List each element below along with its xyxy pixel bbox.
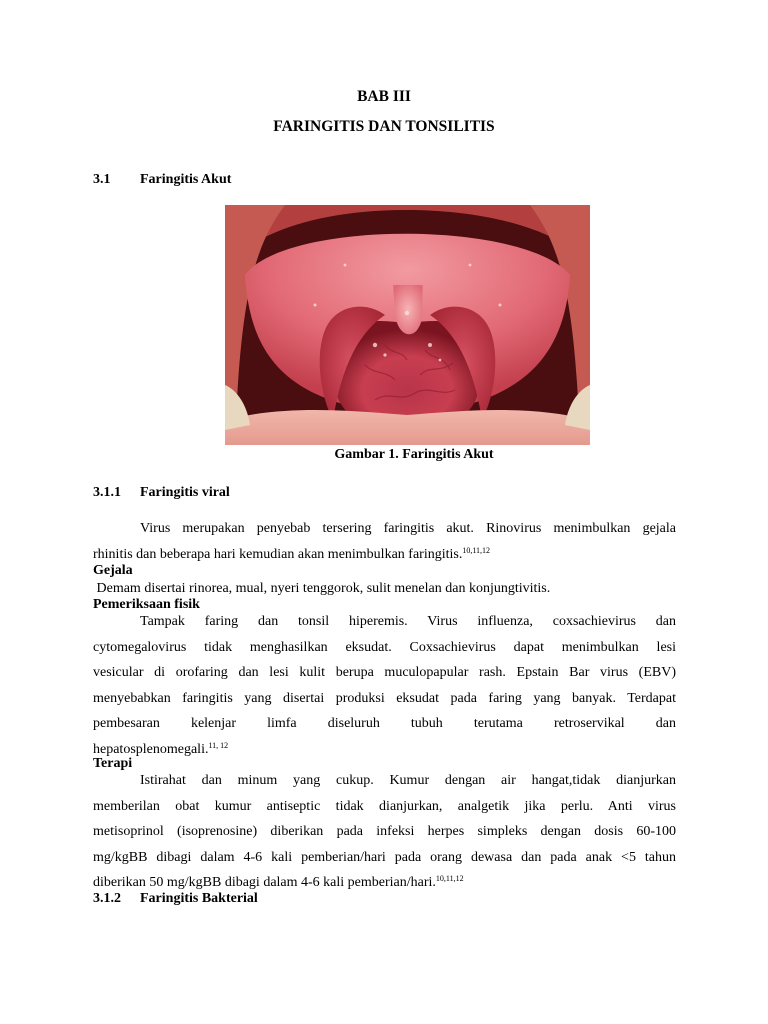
gejala-label: Gejala <box>93 563 133 578</box>
paragraph-line: Istirahat dan minum yang cukup. Kumur dengan air hangat,tidak dianjurkan <box>140 773 676 788</box>
pemeriksaan-paragraph <box>93 609 676 762</box>
section-3-1-1-heading <box>93 485 393 505</box>
paragraph-line: vesicular di orofaring dan lesi kulit berupa muculopapular rash. Epstain Bar virus (EBV) <box>93 665 676 680</box>
paragraph-line: memberilan obat kumur antiseptic tidak dianjurkan, analgetik jika perlu. Anti virus <box>93 798 676 814</box>
terapi-paragraph <box>93 768 676 896</box>
paragraph-line: cytomegalovirus tidak menghasilkan eksudat. Coxsachievirus dapat menimbulkan lesi <box>93 639 676 655</box>
subsection-number: 3.1.1 <box>93 485 121 500</box>
reference-superscript: 11, 12 <box>208 740 229 750</box>
figure-caption: Gambar 1. Faringitis Akut <box>334 447 494 462</box>
gejala-text: Demam disertai rinorea, mual, nyeri tenggorok, sulit menelan dan konjungtivitis. <box>93 581 551 596</box>
chapter-title: FARINGITIS DAN TONSILITIS <box>273 118 495 135</box>
paragraph-line: Virus merupakan penyebab tersering faringitis akut. Rinovirus menimbulkan gejala <box>140 521 676 536</box>
chapter-label: BAB III <box>357 88 411 105</box>
subsection-title: Faringitis viral <box>140 485 230 500</box>
line-text: hepatosplenomegali. <box>93 741 209 757</box>
paragraph-line <box>93 737 676 763</box>
line-text: diberikan 50 mg/kgBB dibagi dalam 4-6 kali pemberian/hari. <box>93 875 436 890</box>
section-title: Faringitis Akut <box>140 172 232 187</box>
intro-paragraph <box>93 516 676 567</box>
section-3-1-heading <box>93 172 393 192</box>
throat-photo <box>225 205 590 445</box>
line-text: rhinitis dan beberapa hari kemudian akan menimbulkan faringitis. <box>93 546 463 562</box>
subsection-title: Faringitis Bakterial <box>140 891 258 906</box>
paragraph-line: pembesaran kelenjar limfa diseluruh tubuh terutama retroservikal dan <box>93 716 676 731</box>
paragraph-line: menyebabkan faringitis yang disertai produksi eksudat pada faring yang banyak. Terdapat <box>93 690 676 706</box>
reference-superscript: 10,11,12 <box>462 545 491 555</box>
terapi-label: Terapi <box>93 756 133 771</box>
section-number: 3.1 <box>93 172 111 187</box>
subsection-number: 3.1.2 <box>93 891 121 906</box>
pemeriksaan-label: Pemeriksaan fisik <box>93 597 200 612</box>
paragraph-line: Tampak faring dan tonsil hiperemis. Virus influenza, coxsachievirus dan <box>140 614 676 629</box>
paragraph-line: mg/kgBB dibagi dalam 4-6 kali pemberian/hari pada orang dewasa dan pada anak <5 tahun <box>93 849 676 865</box>
reference-superscript: 10,11,12 <box>435 874 464 883</box>
paragraph-line <box>93 542 676 568</box>
section-3-1-2-heading <box>93 891 393 911</box>
paragraph-line: metisoprinol (isoprenosine) diberikan pada infeksi herpes simpleks dengan dosis 60-100 <box>93 824 676 839</box>
